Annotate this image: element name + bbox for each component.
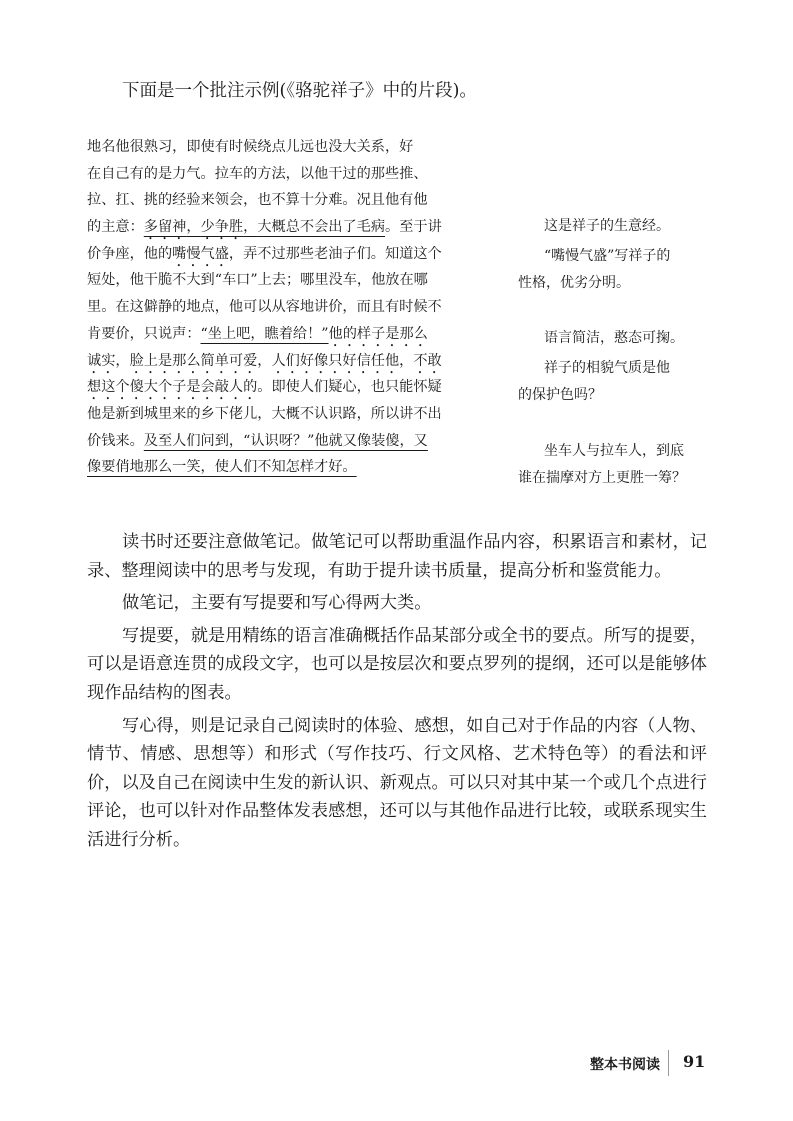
excerpt-line <box>87 348 507 375</box>
excerpt-text: ，弄不过那些老油子们。知道这个 <box>228 245 442 262</box>
excerpt-text: 肯要价，只说声： <box>87 325 201 342</box>
annotation-note <box>518 213 718 240</box>
excerpt-line <box>87 454 507 481</box>
page-number: 91 <box>683 1052 706 1071</box>
excerpt-text: 价争座，他的 <box>87 245 173 262</box>
underlined-text: 像要俏地那么一笑，使人们不知怎样才好。 <box>87 459 357 476</box>
annotation-note <box>518 243 718 296</box>
footer-divider <box>668 1050 669 1076</box>
excerpt-line <box>87 134 507 161</box>
underlined-text: ， <box>186 219 201 236</box>
excerpt-line <box>87 187 507 214</box>
excerpt-text: 。至于讲 <box>385 219 442 236</box>
dotted-phrase: 少争胜 <box>200 219 244 236</box>
body-text <box>87 528 707 859</box>
excerpt-line <box>87 294 507 321</box>
excerpt-line <box>87 267 507 294</box>
dotted-phrase: 他的样子是那么 <box>328 325 428 342</box>
paragraph: 做笔记，主要有写提要和写心得两大类。 <box>122 593 432 614</box>
paragraph: 写提要，就是用精练的语言准确概括作品某部分或全书的要点。所写的提要，可以是语意连贯的成段文字，也可以是按层次和要点罗列的提纲，还可以是能够体现作品结构的图表。 <box>87 625 707 703</box>
dotted-phrase: 嘴慢气盛 <box>172 245 229 262</box>
underlined-text: ， <box>243 219 258 236</box>
excerpt-text: 的主意： <box>87 219 144 236</box>
excerpt-text: 价钱来。 <box>87 432 144 449</box>
annotation-line: 性格，优劣分明。 <box>518 274 630 291</box>
excerpt-text: 拉、扛、挑的经验来领会，也不算十分难。况且他有他 <box>87 192 428 209</box>
annotation-line: 的保护色吗？ <box>518 386 602 403</box>
excerpt-line <box>87 241 507 268</box>
excerpt-passage <box>87 134 507 481</box>
intro-sentence: 下面是一个批注示例(《骆驼祥子》中的片段)。 <box>122 81 477 101</box>
paragraph: 读书时还要注意做笔记。做笔记可以帮助重温作品内容，积累语言和素材，记录、整理阅读中的思考与发现，有助于提升读书质量，提高分析和鉴赏能力。 <box>87 532 707 581</box>
excerpt-text: 。即使人们疑心，也只能怀疑 <box>257 379 442 396</box>
excerpt-text: 地名他很熟习，即使有时候绕点儿远也没大关系，好 <box>87 139 414 155</box>
excerpt-line <box>87 374 507 401</box>
excerpt-text: 短处，他干脆不大到“车口”上去；哪里没车，他放在哪 <box>87 272 428 289</box>
underlined-text: 及至人们问到，“认识呀？”他就又像装傻，又 <box>143 432 428 449</box>
paragraph: 写心得，则是记录自己阅读时的体验、感想，如自己对于作品的内容（人物、情节、情感、思想等）和形式（写作技巧、行文风格、艺术特色等）的看法和评价，以及自己在阅读中生发的新认识、新观点。可以只对其中某一个或几个点进行评论，也可以针对作品整体发表感想，还可以与其他作品进行比较，或联系现实生活进行分析。 <box>87 715 707 850</box>
excerpt-line <box>87 321 507 348</box>
annotation-note <box>518 438 718 491</box>
underlined-quote: “坐上吧，瞧着给！” <box>200 325 329 342</box>
dotted-phrase: 多留神 <box>143 219 187 236</box>
section-title: 整本书阅读 <box>590 1057 660 1073</box>
excerpt-text: 里。在这僻静的地点，他可以从容地讲价，而且有时候不 <box>87 299 442 316</box>
annotation-line: “嘴慢气盛”写祥子的 <box>544 248 671 264</box>
excerpt-text: 他是新到城里来的乡下佬儿，大概不认识路，所以讲不出 <box>87 405 442 422</box>
annotation-note <box>518 325 718 352</box>
underlined-text: 大概总不会出了毛病 <box>257 219 386 236</box>
annotation-line: 这是祥子的生意经。 <box>544 218 670 234</box>
excerpt-text: 在自己有的是力气。拉车的方法，以他干过的那些推、 <box>87 165 428 182</box>
annotation-line: 祥子的相貌气质是他 <box>544 360 670 376</box>
excerpt-line <box>87 428 507 455</box>
dotted-phrase: 想这个傻大个子是会敲人的 <box>87 379 258 396</box>
annotation-note <box>518 355 718 408</box>
dotted-phrase: 诚实，脸上是那么简单可爱，人们好像只好信任他，不敢 <box>87 352 442 369</box>
annotation-line: 语言简洁，憨态可掬。 <box>544 330 684 346</box>
annotation-line: 坐车人与拉车人，到底 <box>544 443 684 459</box>
annotation-line: 谁在揣摩对方上更胜一筹？ <box>518 469 686 486</box>
excerpt-line <box>87 161 507 188</box>
excerpt-line <box>87 214 507 241</box>
excerpt-line <box>87 401 507 428</box>
